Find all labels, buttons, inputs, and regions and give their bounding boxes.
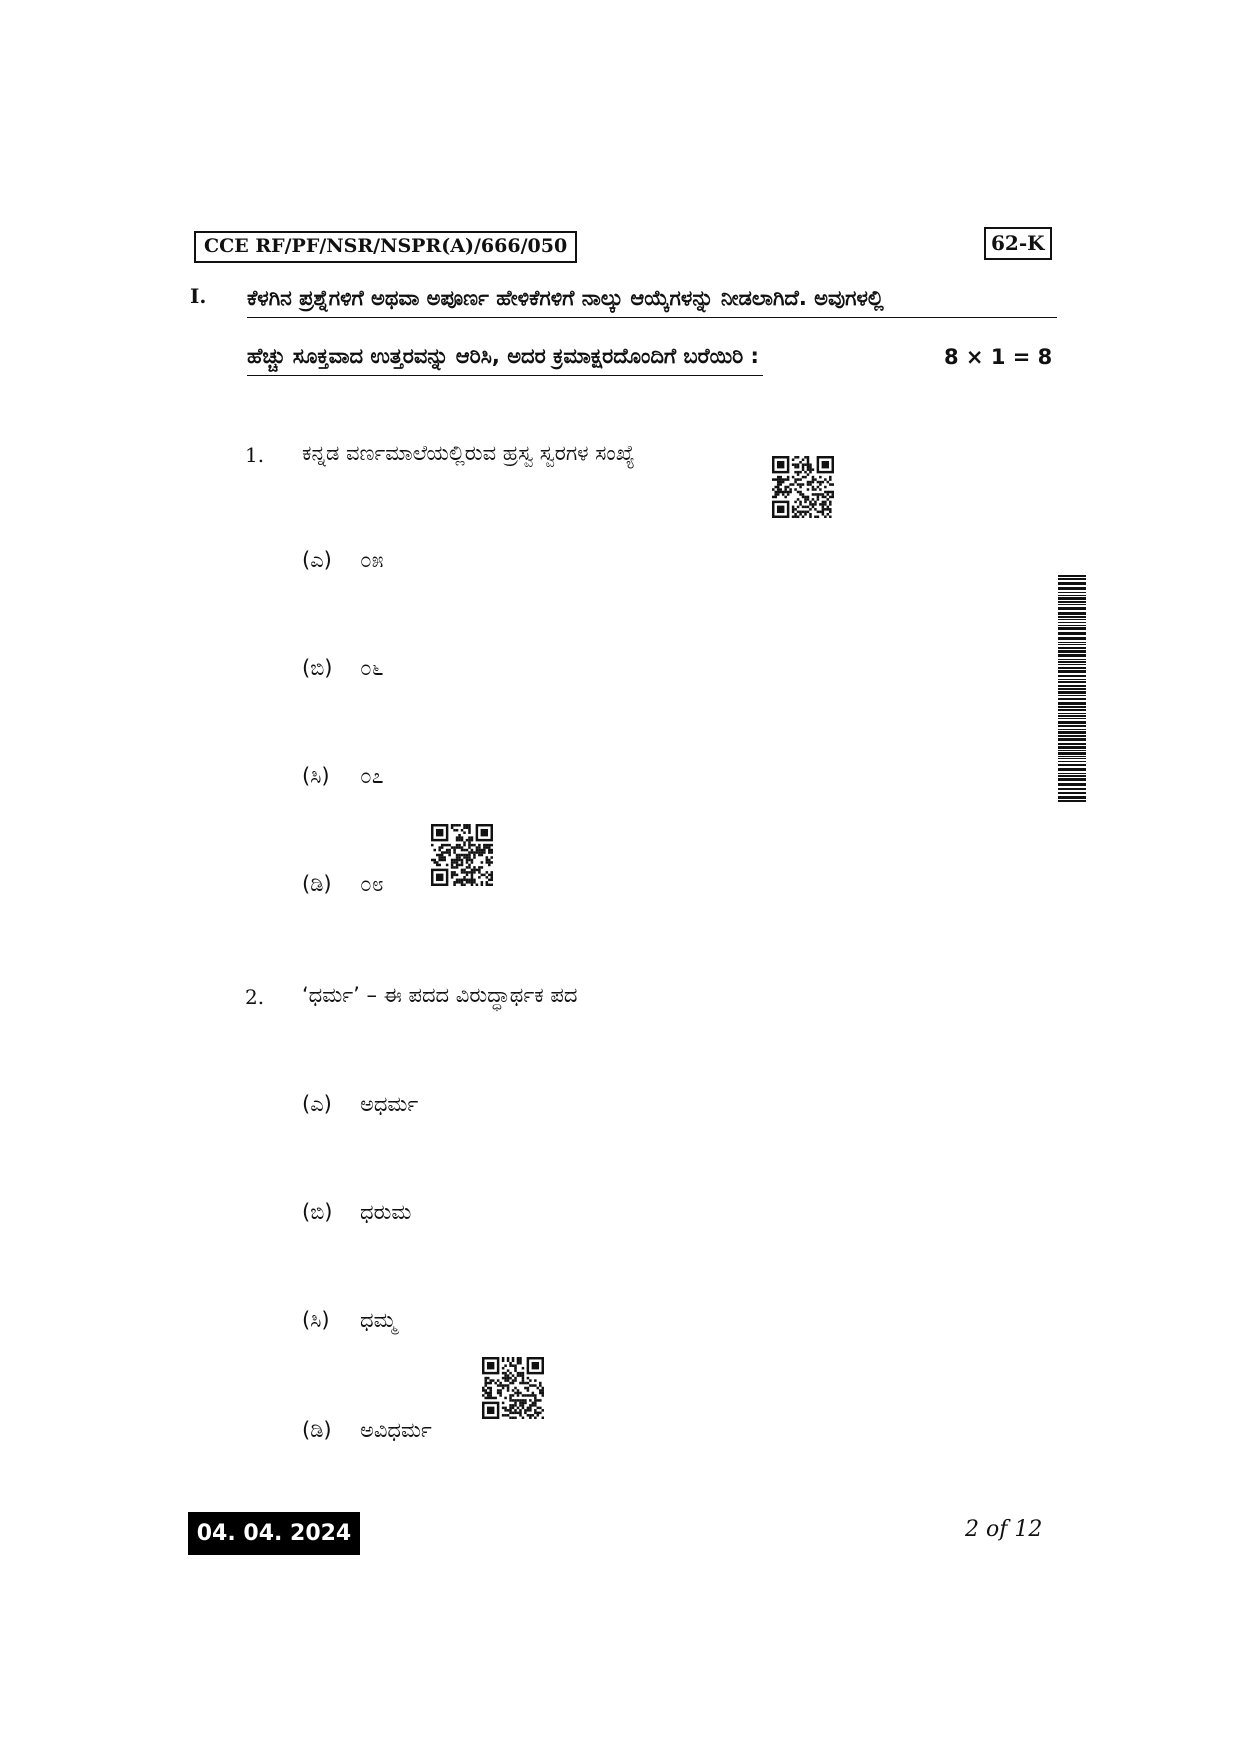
question-text: ‘ಧರ್ಮ’ – ಈ ಪದದ ವಿರುದ್ಧಾರ್ಥಕ ಪದ — [302, 983, 578, 1007]
option-item — [302, 1092, 418, 1117]
option-item — [302, 548, 384, 573]
question-text: ಕನ್ನಡ ವರ್ಣಮಾಲೆಯಲ್ಲಿರುವ ಹ್ರಸ್ವ ಸ್ವರಗಳ ಸಂಖ್ಯೆ — [302, 441, 635, 465]
option-item — [302, 1200, 411, 1225]
option-label: (ಸಿ) — [302, 764, 330, 788]
instruction-line-2: ಹೆಚ್ಚು ಸೂಕ್ತವಾದ ಉತ್ತರವನ್ನು ಆರಿಸಿ, ಅದರ ಕ್ರಮಾಕ್ಷರದೊಂದಿಗೆ ಬರೆಯಿರಿ : — [247, 344, 763, 376]
exam-date: 04. 04. 2024 — [188, 1512, 360, 1555]
option-text: ೦೮ — [360, 872, 384, 896]
option-item — [302, 656, 384, 681]
option-label: (ಡಿ) — [302, 872, 332, 896]
option-item — [302, 1308, 396, 1333]
qr-code-icon — [482, 1357, 544, 1419]
qr-code-icon — [431, 824, 493, 886]
option-text: ೦೫ — [360, 548, 384, 572]
option-label: (ಬಿ) — [302, 656, 333, 680]
option-text: ಅವಿಧರ್ಮ — [360, 1418, 432, 1442]
question-number: 2. — [245, 985, 265, 1009]
option-label: (ಎ) — [302, 548, 332, 572]
option-label: (ಬಿ) — [302, 1200, 333, 1224]
option-item — [302, 1418, 432, 1443]
option-item — [302, 872, 384, 897]
exam-code: CCE RF/PF/NSR/NSPR(A)/666/050 — [194, 231, 577, 263]
option-label: (ಡಿ) — [302, 1418, 332, 1442]
page-number: 2 of 12 — [965, 1517, 1043, 1542]
option-text: ೦೬ — [360, 656, 384, 680]
option-label: (ಎ) — [302, 1092, 332, 1116]
qr-code-icon — [772, 456, 834, 518]
option-text: ಧಮ್ಮ — [360, 1308, 397, 1332]
option-text: ಧರುಮ — [360, 1200, 412, 1224]
section-number: I. — [190, 284, 207, 308]
question-number: 1. — [245, 443, 265, 467]
paper-code: 62-K — [984, 227, 1052, 260]
instruction-line-1: ಕೆಳಗಿನ ಪ್ರಶ್ನೆಗಳಿಗೆ ಅಥವಾ ಅಪೂರ್ಣ ಹೇಳಿಕೆಗಳಿಗೆ ನಾಲ್ಕು ಆಯ್ಕೆಗಳನ್ನು ನೀಡಲಾಗಿದೆ. ಅವುಗಳಲ್ಲಿ — [247, 286, 1057, 318]
option-label: (ಸಿ) — [302, 1308, 330, 1332]
option-text: ೦೭ — [360, 764, 384, 788]
option-item — [302, 764, 384, 789]
section-marks: 8 × 1 = 8 — [944, 345, 1053, 369]
barcode-icon — [1058, 575, 1086, 803]
option-text: ಅಧರ್ಮ — [360, 1092, 419, 1116]
